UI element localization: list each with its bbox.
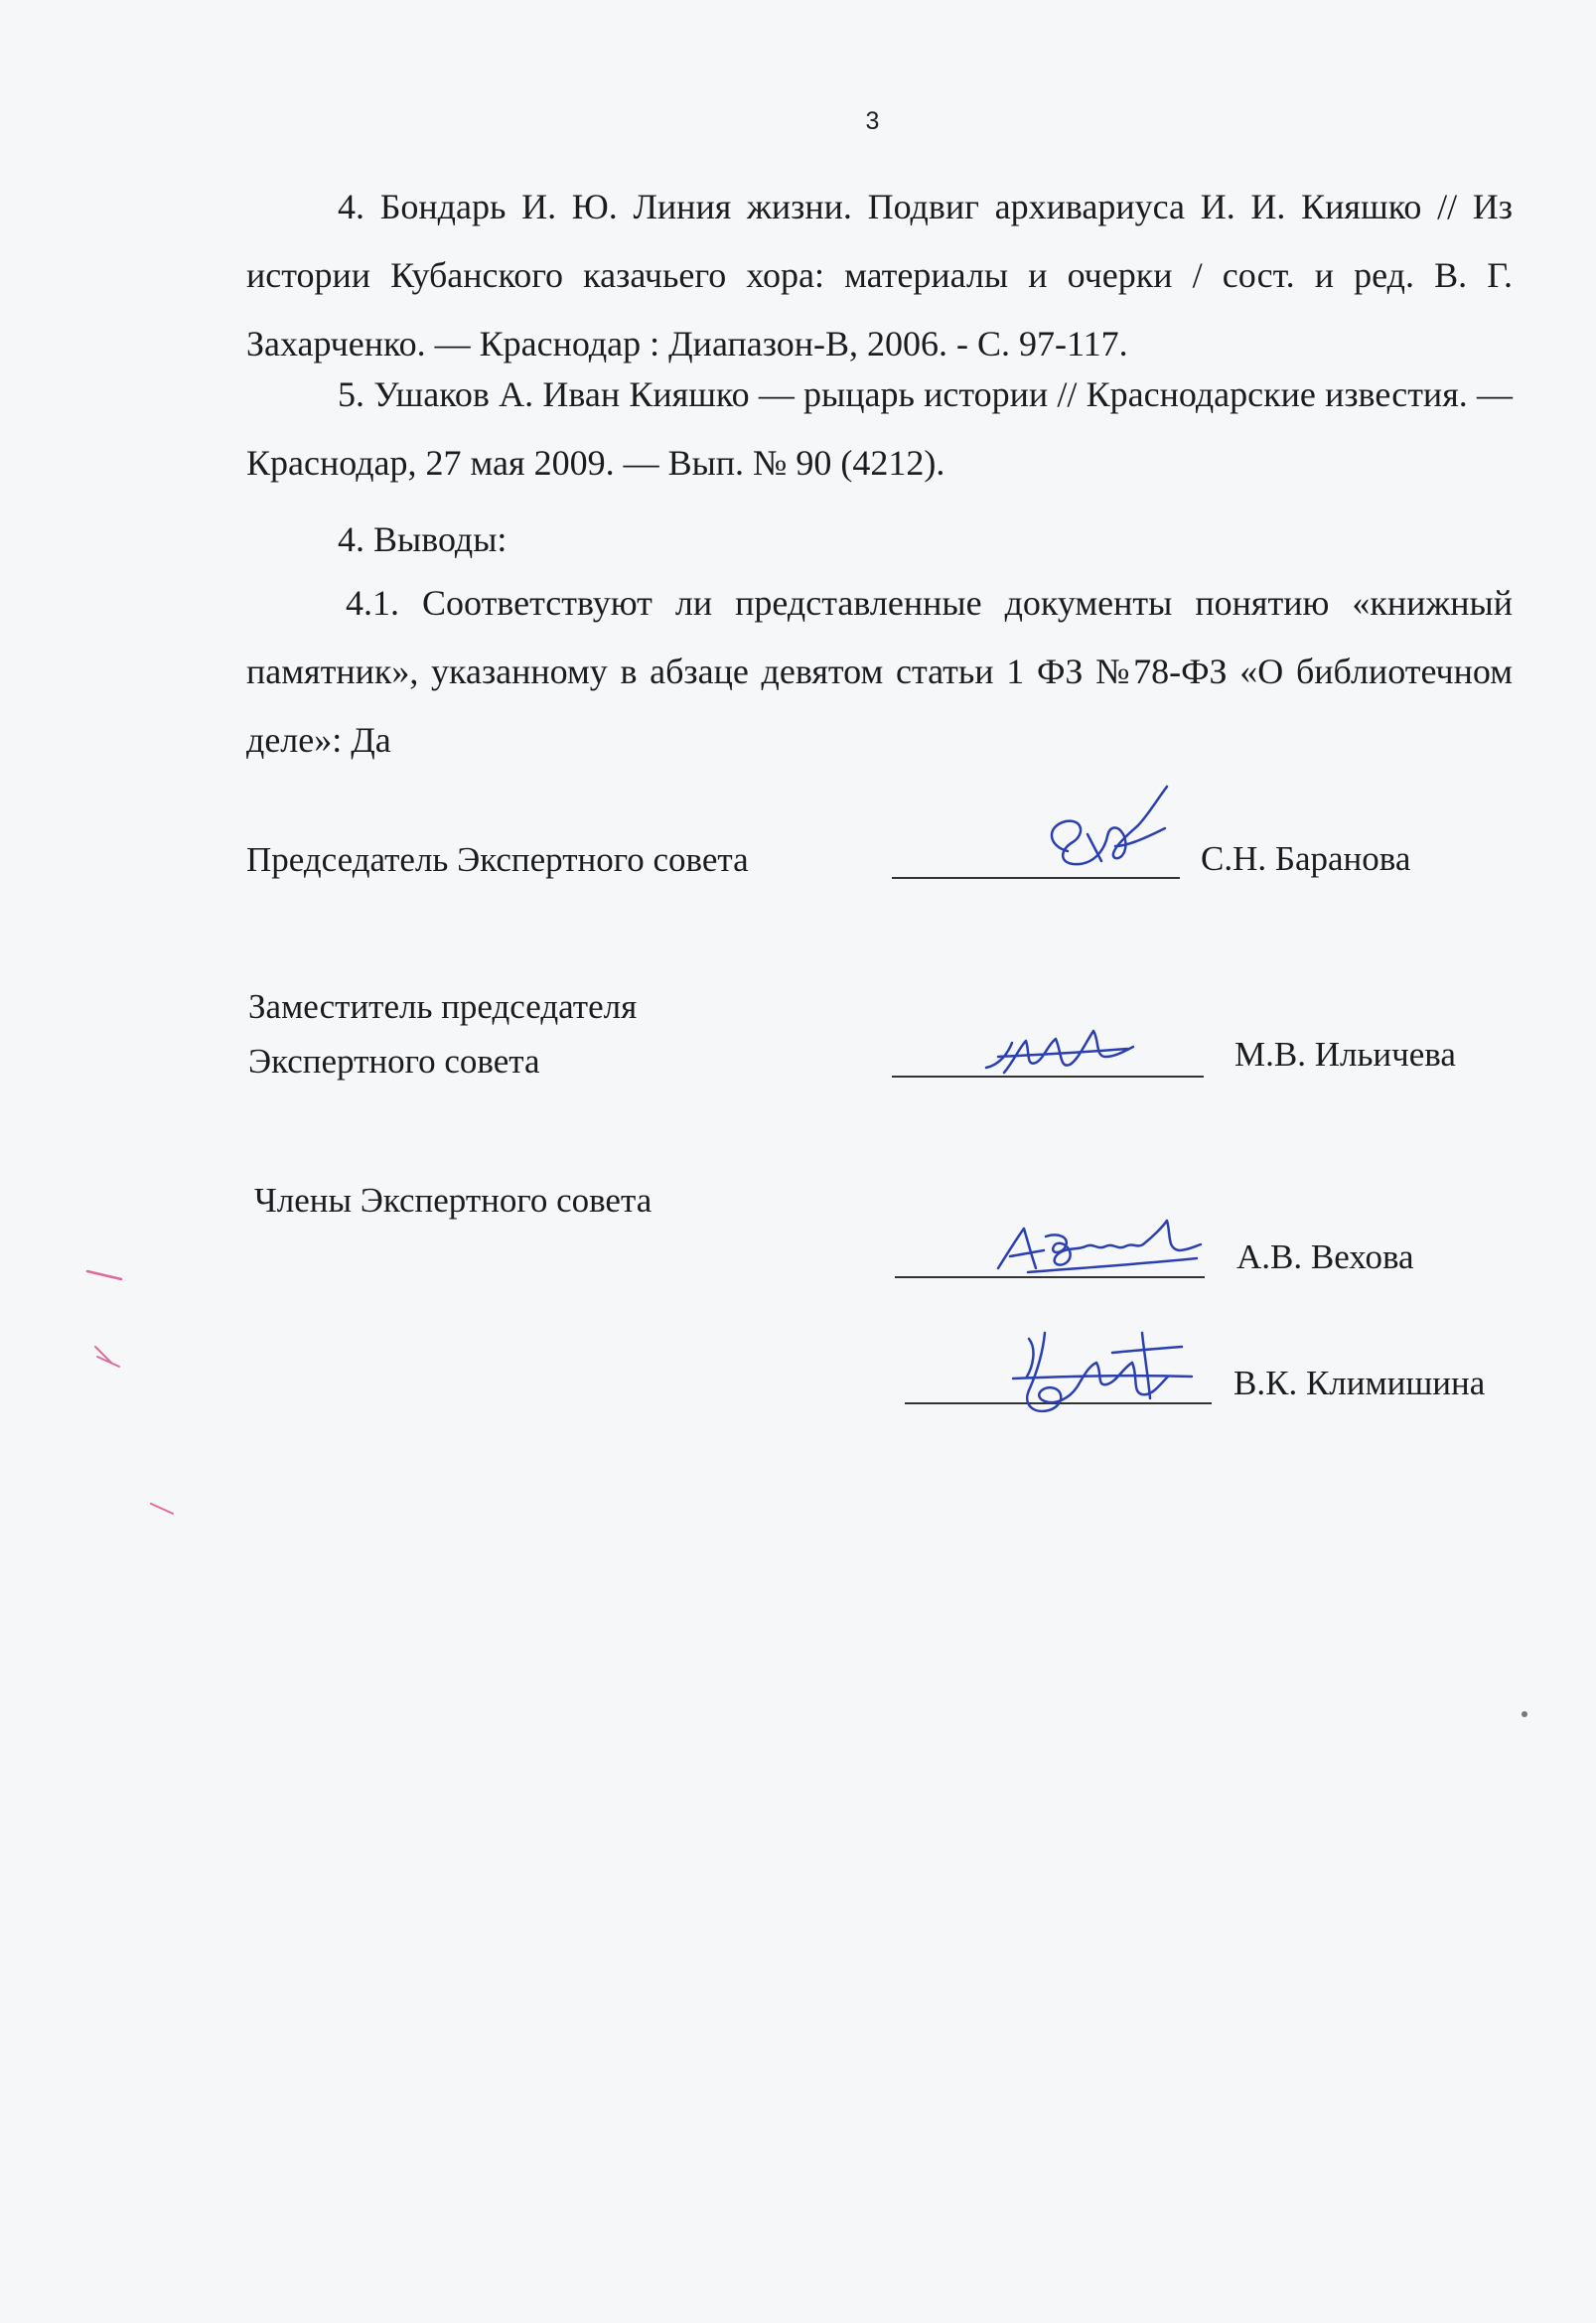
deputy-role-line1: Заместитель председателя	[248, 987, 638, 1026]
reference-item	[246, 173, 1513, 378]
member-signature	[988, 1207, 1207, 1286]
reference-text: Бондарь И. Ю. Линия жизни. Подвиг архивариуса И. И. Кияшко // Из истории Кубанского казачьего хора: материалы и очерки / сост. и ред. В. Г. Захарченко. — Краснодар : Диапазон-В, 2006. - С. 97-117.	[246, 187, 1514, 363]
conclusions-heading: 4. Выводы:	[338, 519, 508, 559]
conclusions-section	[246, 506, 1513, 574]
reference-number: 5.	[338, 374, 364, 414]
members-label: Члены Экспертного совета	[254, 1181, 653, 1220]
deputy-signature	[978, 1013, 1137, 1092]
reference-item	[246, 361, 1513, 498]
conclusion-number: 4.1.	[346, 583, 399, 623]
deputy-role-line2: Экспертного совета	[248, 1042, 540, 1081]
member-signature	[993, 1319, 1212, 1428]
stray-pen-mark	[91, 1343, 131, 1378]
chair-signature	[1028, 777, 1187, 886]
conclusion-item	[246, 569, 1513, 775]
chair-role: Председатель Экспертного совета	[246, 840, 749, 879]
chair-name: С.Н. Баранова	[1201, 839, 1411, 878]
member-name: А.В. Вехова	[1236, 1237, 1414, 1276]
scan-speck	[1520, 1706, 1529, 1724]
member-name: В.К. Климишина	[1233, 1364, 1486, 1402]
page-number: 3	[865, 107, 880, 135]
deputy-name: М.В. Ильичева	[1234, 1035, 1456, 1074]
reference-text: Ушаков А. Иван Кияшко — рыцарь истории // Краснодарские известия. — Краснодар, 27 мая 2009. — Вып. № 90 (4212).	[246, 374, 1513, 483]
conclusion-text: Соответствуют ли представленные документы понятию «книжный памятник», указанному в абзаце девятом статьи 1 ФЗ №78-ФЗ «О библиотечном деле»: Да	[246, 583, 1513, 760]
stray-pen-mark	[85, 1265, 125, 1290]
stray-pen-mark	[149, 1500, 179, 1524]
reference-number: 4.	[338, 187, 364, 226]
